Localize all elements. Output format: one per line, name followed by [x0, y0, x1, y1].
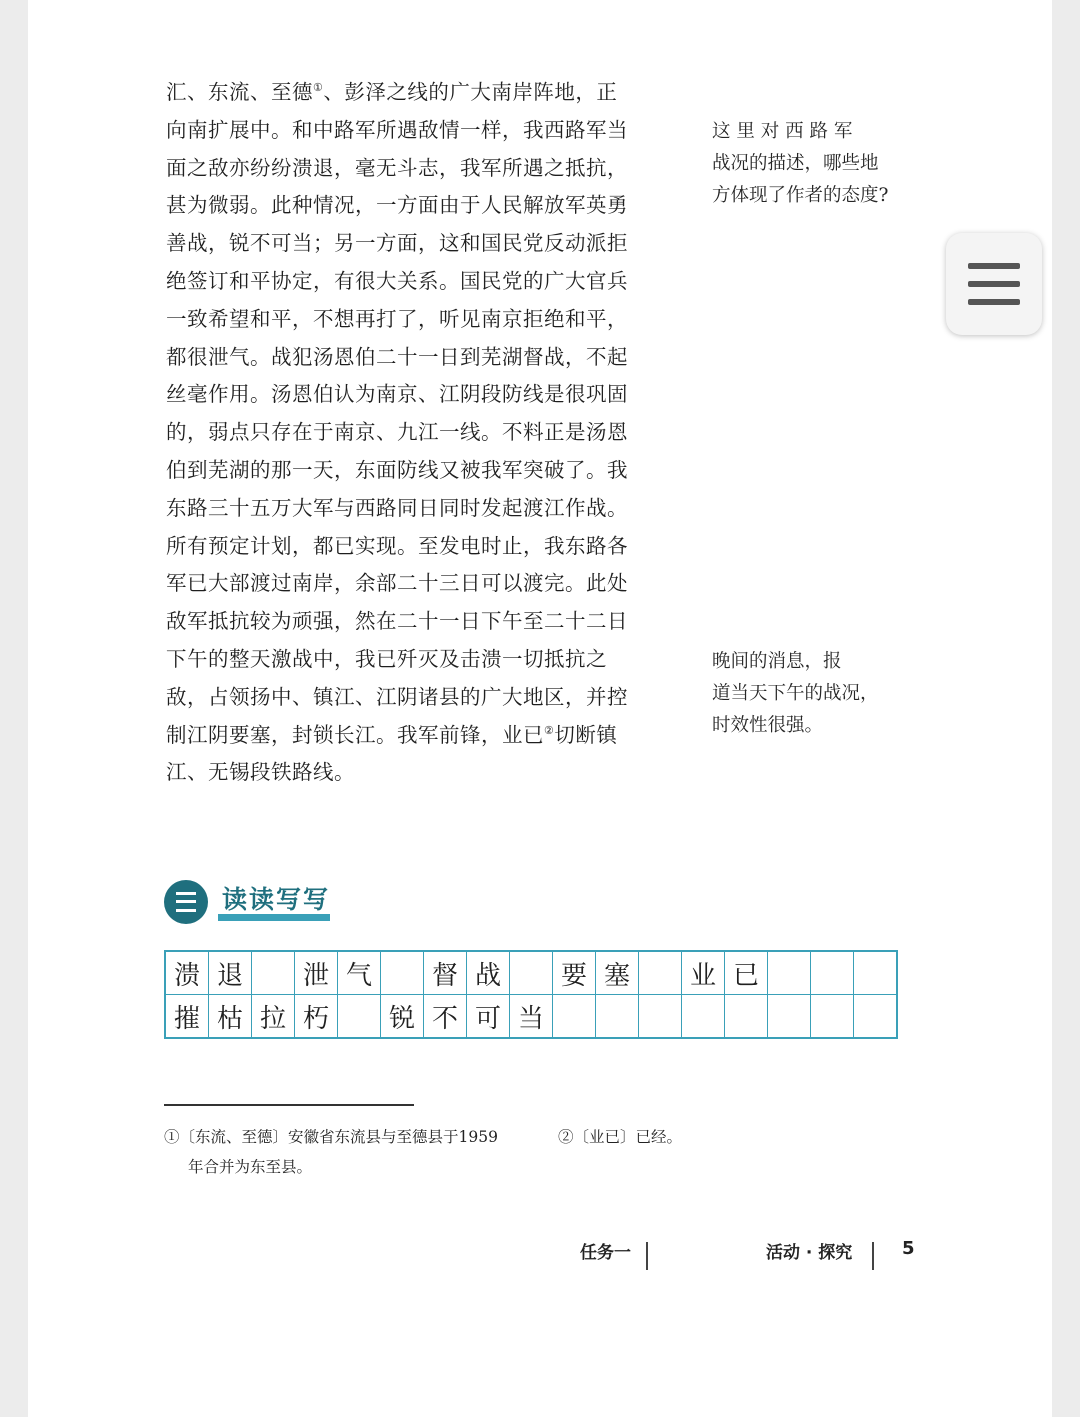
text-line: 一致希望和平，不想再打了，听见南京拒绝和平， — [166, 306, 628, 331]
main-text — [166, 74, 656, 792]
grid-cell: 泄 — [295, 951, 338, 995]
text-line: 东路三十五万大军与西路同日同时发起渡江作战。 — [166, 495, 628, 520]
grid-cell: 不 — [424, 995, 467, 1039]
grid-cell — [811, 951, 854, 995]
grid-cell — [596, 995, 639, 1039]
grid-cell — [854, 995, 898, 1039]
text-line: 都很泄气。战犯汤恩伯二十一日到芜湖督战，不起 — [166, 344, 628, 369]
grid-cell: 溃 — [165, 951, 209, 995]
grid-cell: 拉 — [252, 995, 295, 1039]
grid-cell: 战 — [467, 951, 510, 995]
text-line: 制江阴要塞，封锁长江。我军前锋，业已②切断镇 — [166, 722, 618, 747]
grid-cell: 朽 — [295, 995, 338, 1039]
section-number-icon — [164, 880, 208, 924]
margin-note-2: 晚间的消息，报 道当天下午的战况， 时效性很强。 — [712, 651, 879, 736]
text-line: 善战，锐不可当；另一方面，这和国民党反动派拒 — [166, 231, 628, 256]
grid-row — [165, 995, 897, 1039]
grid-cell: 督 — [424, 951, 467, 995]
footer-task-label: 任务一 — [580, 1243, 631, 1263]
grid-cell: 当 — [510, 995, 553, 1039]
grid-cell: 锐 — [381, 995, 424, 1039]
grid-cell: 气 — [338, 951, 381, 995]
menu-button[interactable] — [946, 233, 1042, 335]
footnote-marker: ① — [313, 81, 324, 95]
grid-cell — [682, 995, 725, 1039]
text-line: 的，弱点只存在于南京、九江一线。不料正是汤恩 — [166, 420, 628, 445]
writing-grid — [164, 950, 898, 1039]
grid-cell — [639, 995, 682, 1039]
page-number: 5 — [902, 1238, 915, 1259]
text-line: 伯到芜湖的那一天，东面防线又被我军突破了。我 — [166, 457, 628, 482]
grid-cell — [381, 951, 424, 995]
footnote-1: ①〔东流、至德〕安徽省东流县与至德县于1959 年合并为东至县。 — [164, 1128, 498, 1176]
footnote-marker: ② — [544, 723, 555, 737]
grid-cell: 已 — [725, 951, 768, 995]
text-line: 绝签订和平协定，有很大关系。国民党的广大官兵 — [166, 268, 628, 293]
text-line: 下午的整天激战中，我已歼灭及击溃一切抵抗之 — [166, 646, 607, 671]
section-title: 读读写写 — [222, 885, 331, 914]
text-line: 向南扩展中。和中路军所遇敌情一样，我西路军当 — [166, 117, 628, 142]
grid-cell: 塞 — [596, 951, 639, 995]
footer-divider — [646, 1242, 648, 1270]
grid-cell — [338, 995, 381, 1039]
footnote-2: ②〔业已〕已经。 — [558, 1128, 683, 1146]
text-line: 所有预定计划，都已实现。至发电时止，我东路各 — [166, 533, 628, 558]
grid-cell: 退 — [209, 951, 252, 995]
text-line: 面之敌亦纷纷溃退，毫无斗志，我军所遇之抵抗， — [166, 155, 628, 180]
grid-cell — [854, 951, 898, 995]
text-line: 敌军抵抗较为顽强，然在二十一日下午至二十二日 — [166, 609, 628, 634]
grid-cell — [252, 951, 295, 995]
grid-cell: 业 — [682, 951, 725, 995]
text-line: 江、无锡段铁路线。 — [166, 760, 355, 785]
footer-divider — [872, 1242, 874, 1270]
grid-cell: 摧 — [165, 995, 209, 1039]
grid-cell: 要 — [553, 951, 596, 995]
grid-cell — [811, 995, 854, 1039]
margin-note-1: 这 里 对 西 路 军 战况的描述，哪些地 方体现了作者的态度? — [712, 121, 889, 206]
grid-cell: 枯 — [209, 995, 252, 1039]
footnote-rule — [164, 1104, 414, 1106]
grid-cell — [510, 951, 553, 995]
text-line: 敌，占领扬中、镇江、江阴诸县的广大地区，并控 — [166, 684, 628, 709]
grid-cell — [768, 951, 811, 995]
text-line: 军已大部渡过南岸，余部二十三日可以渡完。此处 — [166, 571, 628, 596]
footer-activity-label: 活动 · 探究 — [766, 1243, 853, 1263]
grid-row — [165, 951, 897, 995]
section-heading — [164, 878, 364, 928]
text-line: 甚为微弱。此种情况，一方面由于人民解放军英勇 — [166, 193, 628, 218]
grid-cell — [639, 951, 682, 995]
text-line: 丝毫作用。汤恩伯认为南京、江阴段防线是很巩固 — [166, 382, 628, 407]
grid-cell — [768, 995, 811, 1039]
grid-cell: 可 — [467, 995, 510, 1039]
grid-cell — [553, 995, 596, 1039]
text-line: 汇、东流、至德①、彭泽之线的广大南岸阵地，正 — [166, 80, 618, 104]
grid-cell — [725, 995, 768, 1039]
